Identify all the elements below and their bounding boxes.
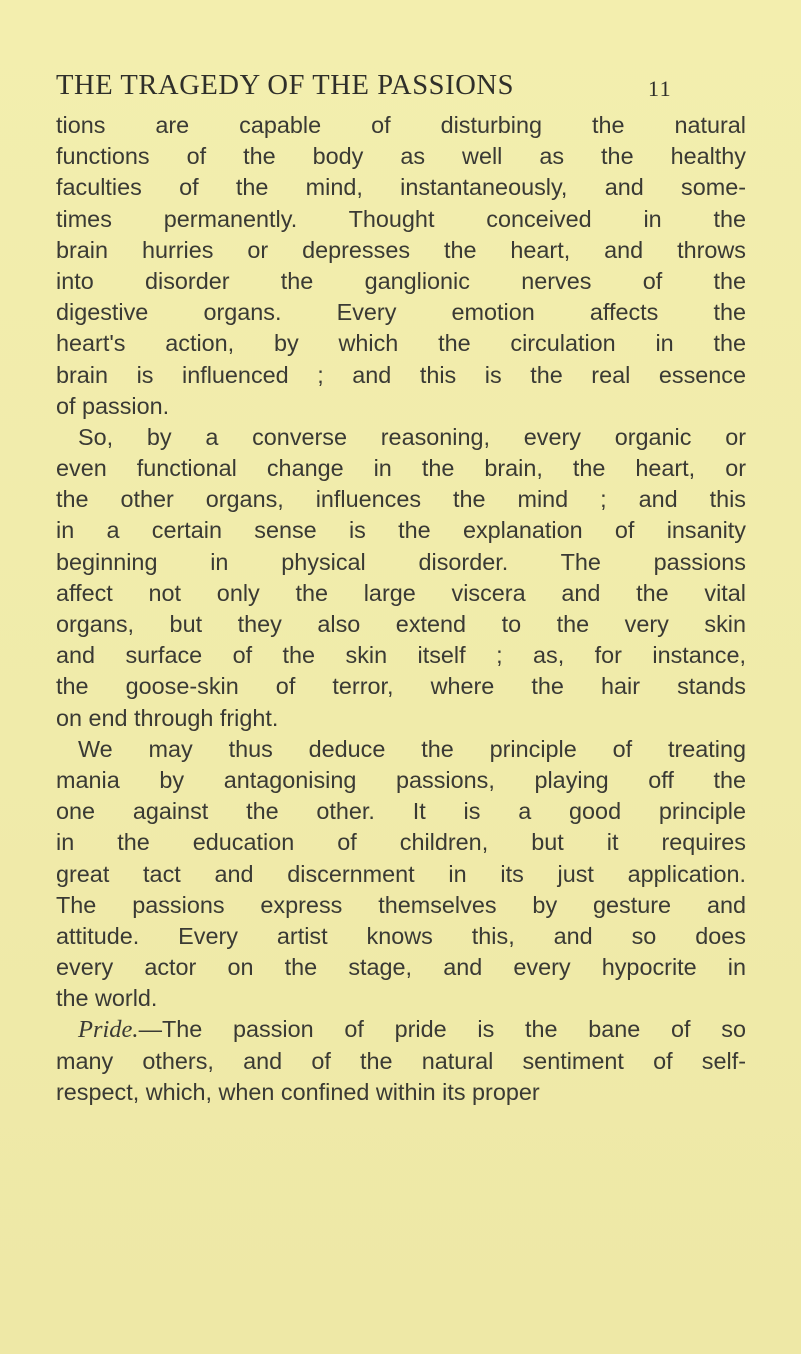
text-line-content: in a certain sense is the explanation of insanity <box>56 517 746 544</box>
text-line <box>56 921 746 952</box>
text-line <box>56 235 746 266</box>
text-line-content: times permanently. Thought conceived in the <box>56 205 746 232</box>
text-line <box>56 1046 746 1077</box>
text-line-content: every actor on the stage, and every hypocrite in <box>56 954 746 981</box>
text-line <box>56 952 746 983</box>
text-line-content: respect, which, when confined within its proper <box>56 1078 540 1105</box>
text-line <box>56 1077 746 1108</box>
text-line-content: beginning in physical disorder. The passions <box>56 548 746 575</box>
text-line <box>56 297 746 328</box>
text-line <box>56 484 746 515</box>
text-line-content: We may thus deduce the principle of treating <box>78 735 746 762</box>
text-line <box>56 765 746 796</box>
text-line-content: the world. <box>56 985 158 1012</box>
text-line-content: one against the other. It is a good principle <box>56 798 746 825</box>
section-heading-italic: Pride. <box>78 1016 139 1044</box>
text-line-content: many others, and of the natural sentiment of self- <box>56 1047 746 1074</box>
text-line-content: tions are capable of disturbing the natural <box>56 112 746 138</box>
text-line-content: digestive organs. Every emotion affects the <box>56 299 746 326</box>
text-line-content: affect not only the large viscera and the vital <box>56 579 746 606</box>
text-line <box>56 1014 746 1045</box>
text-line-content: brain hurries or depresses the heart, and throws <box>56 236 746 263</box>
text-line <box>56 328 746 359</box>
text-line <box>56 609 746 640</box>
text-line <box>56 547 746 578</box>
text-line-content: attitude. Every artist knows this, and so does <box>56 922 746 949</box>
text-line <box>56 640 746 671</box>
text-line-content: on end through fright. <box>56 704 279 731</box>
page-number: 11 <box>648 76 673 101</box>
text-line-content: even functional change in the brain, the heart, or <box>56 455 746 482</box>
text-line-content: faculties of the mind, instantaneously, and some- <box>56 174 746 201</box>
text-line <box>56 890 746 921</box>
text-line <box>56 578 746 609</box>
text-line <box>56 734 746 765</box>
text-line-content: the other organs, influences the mind ; and this <box>56 486 746 513</box>
text-line <box>56 983 746 1014</box>
text-line-content: heart's action, by which the circulation in the <box>56 330 746 357</box>
text-line <box>56 266 746 297</box>
running-header <box>56 70 746 110</box>
text-line <box>56 703 746 734</box>
text-line <box>56 172 746 203</box>
text-line <box>56 391 746 422</box>
running-title: THE TRAGEDY OF THE PASSIONS <box>56 70 515 101</box>
text-line-content: of passion. <box>56 392 170 419</box>
text-line-content: and surface of the skin itself ; as, for instance, <box>56 642 746 669</box>
text-line-content: brain is influenced ; and this is the real essence <box>56 361 746 388</box>
text-line-content: So, by a converse reasoning, every organic or <box>78 423 746 450</box>
text-line <box>56 422 746 453</box>
text-line-content: functions of the body as well as the healthy <box>56 143 746 170</box>
text-line <box>56 671 746 702</box>
text-line-content: mania by antagonising passions, playing off the <box>56 766 746 793</box>
text-line <box>56 515 746 546</box>
text-line-content: organs, but they also extend to the very skin <box>56 611 746 637</box>
text-line <box>56 141 746 172</box>
text-line-content: into disorder the ganglionic nerves of the <box>56 267 746 294</box>
text-line-content: the goose-skin of terror, where the hair stands <box>56 673 746 700</box>
text-line-content: —The passion of pride is the bane of so <box>138 1016 746 1043</box>
text-line <box>56 204 746 235</box>
text-line-content: in the education of children, but it requires <box>56 829 746 856</box>
text-line-content: great tact and discernment in its just application. <box>56 860 746 887</box>
text-line <box>56 360 746 391</box>
text-line <box>56 110 746 141</box>
text-line <box>56 859 746 890</box>
text-line <box>56 827 746 858</box>
text-line <box>56 453 746 484</box>
text-line <box>56 796 746 827</box>
text-line-content: The passions express themselves by gesture and <box>56 891 746 918</box>
body-text <box>56 110 746 1108</box>
